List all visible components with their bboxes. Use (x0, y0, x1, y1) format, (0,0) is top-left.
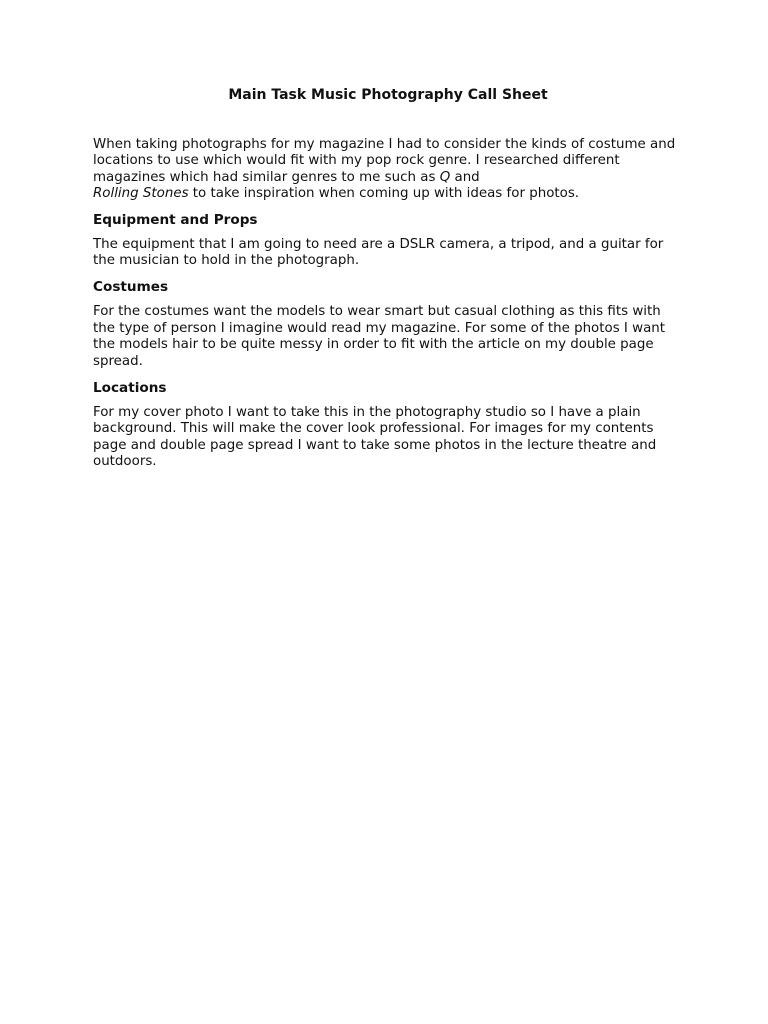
magazine-rolling-stones: Rolling Stones (93, 186, 189, 202)
document-title: Main Task Music Photography Call Sheet (228, 87, 548, 103)
intro-text-and: and (450, 169, 480, 185)
magazine-q: Q (439, 169, 451, 185)
section-body-costumes: For the costumes want the models to wear smart but casual clothing as this fits with the type of person I imagine would read my magazine. For some of the photos I want the models hair to be quite messy in order to fit with the article on my double page spread. (93, 304, 666, 369)
section-heading-costumes: Costumes (93, 279, 169, 296)
intro-text-start: When taking photographs for my magazine I had to consider the kinds of costume and locations to use which would fit with my pop rock genre. I researched different magazines which had similar genres to me such as (93, 137, 676, 185)
section-heading-equipment: Equipment and Props (93, 211, 258, 228)
section-body-locations: For my cover photo I want to take this in the photography studio so I have a plain background. This will make the cover look professional. For images for my contents page and double page spread I want to take some photos in the lecture theatre and outdoors. (93, 405, 657, 470)
document-page (93, 86, 683, 480)
intro-text-end: to take inspiration when coming up with ideas for photos. (188, 186, 580, 202)
section-body-equipment: The equipment that I am going to need are a DSLR camera, a tripod, and a guitar for the musician to hold in the photograph. (93, 236, 664, 269)
intro-paragraph (93, 137, 683, 203)
section-heading-locations: Locations (93, 380, 167, 397)
